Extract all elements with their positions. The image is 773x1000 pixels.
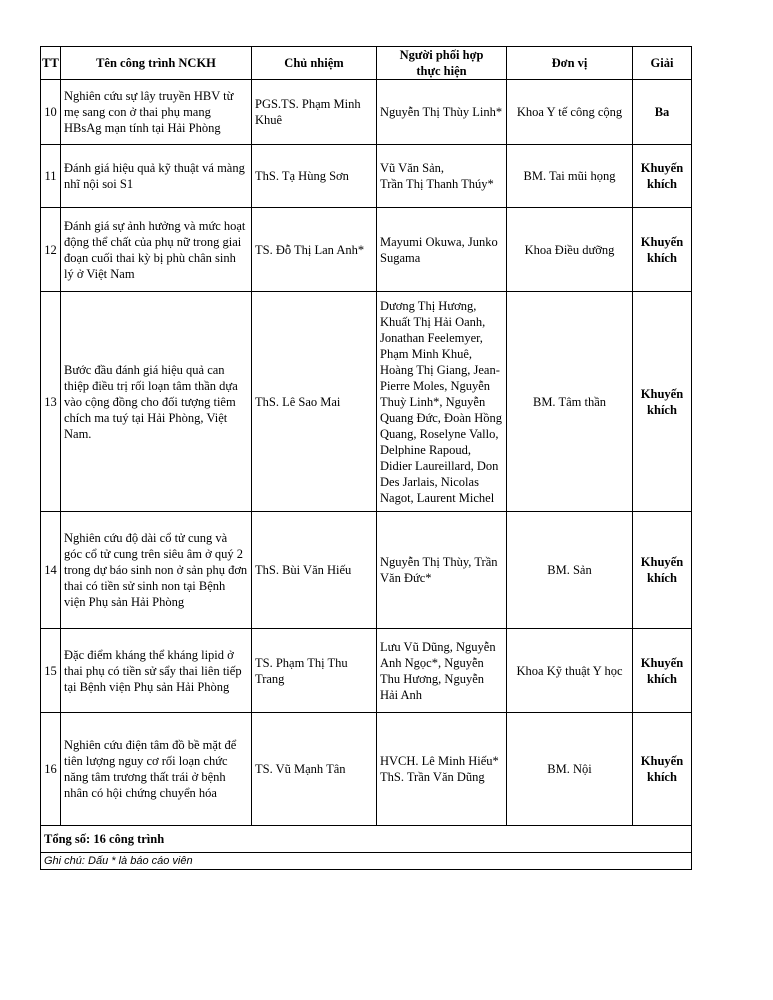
project-title-line: tại Bệnh viện Phụ sản Hải Phòng	[64, 679, 230, 694]
project-lead-line: ThS. Bùi Văn Hiếu	[255, 563, 352, 577]
award-line: Khuyến	[640, 655, 684, 670]
project-title-line: Nghiên cứu sự lây truyền HBV từ	[64, 89, 234, 103]
project-title-line: thai có tiền sử sinh non tại Bệnh	[64, 579, 226, 593]
total-row	[41, 826, 692, 853]
project-title-line: lý ở Việt Nam	[64, 266, 135, 281]
project-title-line: thiệp điều trị rối loạn tâm thần dựa	[64, 378, 238, 393]
collaborators-line: Hoàng Thị Giang, Jean-	[380, 362, 500, 377]
note-row	[41, 853, 692, 870]
project-lead-line: TS. Vũ Mạnh Tân	[255, 762, 346, 776]
unit: Khoa Kỹ thuật Y học	[507, 629, 633, 713]
project-title-line: vào cộng đồng cho đối tượng tiêm	[64, 394, 236, 409]
collaborators	[377, 629, 507, 713]
unit: BM. Sản	[507, 512, 633, 629]
award-line: Ba	[654, 105, 670, 119]
award	[633, 629, 692, 713]
project-title	[61, 629, 252, 713]
collaborators-line: Quang Đức, Đoàn Hồng	[380, 410, 503, 425]
project-title	[61, 208, 252, 292]
table-row	[41, 208, 692, 292]
collaborators	[377, 512, 507, 629]
project-title-line: Đánh giá sự ảnh hưởng và mức hoạt	[64, 218, 246, 233]
project-lead	[252, 208, 377, 292]
project-lead-line: PGS.TS. Phạm Minh	[255, 97, 361, 111]
project-lead	[252, 512, 377, 629]
award	[633, 208, 692, 292]
award-line: khích	[647, 671, 677, 686]
collaborators-line: HVCH. Lê Minh Hiếu*	[380, 754, 499, 768]
award	[633, 145, 692, 208]
collaborators-line: Thuỳ Linh*, Nguyễn	[380, 394, 486, 409]
award-line: Khuyến	[640, 555, 684, 569]
table-row	[41, 145, 692, 208]
project-lead-line: ThS. Tạ Hùng Sơn	[255, 169, 349, 183]
project-title	[61, 512, 252, 629]
award-line: khích	[647, 177, 677, 191]
collaborators-line: Didier Laureillard, Don	[380, 458, 499, 473]
award-line: khích	[647, 402, 677, 417]
collaborators-line: Delphine Rapoud,	[380, 442, 471, 457]
award-line: Khuyến	[640, 754, 684, 768]
project-title-line: góc cổ tử cung trên siêu âm ở quý 2	[64, 547, 243, 561]
collaborators-line: Quang, Roselyne Vallo,	[380, 426, 499, 441]
award-line: Khuyến	[640, 161, 684, 175]
header-collaborators-line: thực hiện	[416, 64, 467, 78]
project-title-line: trong dự báo sinh non ở sản phụ đơn	[64, 563, 248, 577]
row-number: 12	[41, 208, 61, 292]
header-collaborators-line: Người phối hợp	[399, 48, 484, 62]
collaborators	[377, 145, 507, 208]
project-title-line: chích ma tuý tại Hải Phòng, Việt	[64, 410, 228, 425]
project-title-line: HBsAg mạn tính tại Hải Phòng	[64, 121, 221, 135]
project-lead	[252, 629, 377, 713]
table-row	[41, 629, 692, 713]
footnote: Ghi chú: Dấu * là báo cáo viên	[41, 853, 692, 870]
project-title	[61, 145, 252, 208]
project-title-line: Nghiên cứu độ dài cổ tử cung và	[64, 531, 228, 545]
collaborators-line: Pierre Moles, Nguyễn	[380, 378, 491, 393]
collaborators-line: Anh Ngọc*, Nguyễn	[380, 655, 484, 670]
award-line: Khuyến	[640, 234, 684, 249]
project-lead-line: Khuê	[255, 113, 283, 127]
project-lead	[252, 292, 377, 512]
header-tt: TT	[41, 47, 61, 80]
collaborators-line: Dương Thị Hương,	[380, 298, 477, 313]
project-title	[61, 713, 252, 826]
collaborators-line: Văn Đức*	[380, 571, 432, 585]
award	[633, 713, 692, 826]
collaborators-line: Mayumi Okuwa, Junko	[380, 234, 498, 249]
collaborators-line: Jonathan Feelemyer,	[380, 330, 483, 345]
collaborators-line: Nguyễn Thị Thùy, Trần	[380, 555, 498, 569]
row-number: 15	[41, 629, 61, 713]
collaborators-line: Nagot, Laurent Michel	[380, 490, 495, 505]
unit: Khoa Y tế công cộng	[507, 80, 633, 145]
table-row	[41, 512, 692, 629]
project-title-line: thai phụ có tiền sử sẩy thai liên tiếp	[64, 663, 242, 678]
collaborators-line: Hải Anh	[380, 687, 423, 702]
collaborators-line: Nguyễn Thị Thùy Linh*	[380, 105, 503, 119]
project-lead-line: TS. Đỗ Thị Lan Anh*	[255, 242, 365, 257]
row-number: 10	[41, 80, 61, 145]
header-row	[41, 47, 692, 80]
collaborators-line: Trần Thị Thanh Thúy*	[380, 177, 494, 191]
award	[633, 292, 692, 512]
project-lead-line: Trang	[255, 671, 285, 686]
header-award: Giải	[633, 47, 692, 80]
award-line: Khuyến	[640, 386, 684, 401]
project-title-line: Nam.	[64, 426, 92, 441]
table-row	[41, 80, 692, 145]
project-lead	[252, 713, 377, 826]
project-title-line: Đánh giá hiệu quả kỹ thuật vá màng	[64, 161, 245, 175]
award-line: khích	[647, 571, 677, 585]
project-lead	[252, 145, 377, 208]
collaborators	[377, 80, 507, 145]
project-title-line: động thể chất của phụ nữ trong giai	[64, 234, 242, 249]
project-lead	[252, 80, 377, 145]
header-title: Tên công trình NCKH	[61, 47, 252, 80]
collaborators-line: Phạm Minh Khuê,	[380, 346, 473, 361]
header-lead: Chủ nhiệm	[252, 47, 377, 80]
project-lead-line: ThS. Lê Sao Mai	[255, 394, 341, 409]
table-body	[41, 80, 692, 826]
project-title-line: mẹ sang con ở thai phụ mang	[64, 105, 211, 119]
row-number: 14	[41, 512, 61, 629]
collaborators-line: Thu Hương, Nguyễn	[380, 671, 484, 686]
project-title	[61, 80, 252, 145]
project-title-line: nhân có hội chứng chuyển hóa	[64, 786, 217, 800]
award	[633, 512, 692, 629]
collaborators	[377, 292, 507, 512]
table-row	[41, 713, 692, 826]
unit: BM. Tai mũi họng	[507, 145, 633, 208]
collaborators-line: Sugama	[380, 250, 421, 265]
collaborators-line: Des Jarlais, Nicolas	[380, 474, 479, 489]
header-collaborators	[377, 47, 507, 80]
award	[633, 80, 692, 145]
project-title-line: viện Phụ sản Hải Phòng	[64, 595, 185, 609]
project-title-line: Bước đầu đánh giá hiệu quả can	[64, 362, 225, 377]
collaborators-line: Lưu Vũ Dũng, Nguyễn	[380, 639, 496, 654]
collaborators	[377, 208, 507, 292]
project-title-line: năng tâm trương thất trái ở bệnh	[64, 770, 226, 784]
unit: Khoa Điều dưỡng	[507, 208, 633, 292]
collaborators-line: Khuất Thị Hải Oanh,	[380, 314, 486, 329]
project-title-line: nhĩ nội soi S1	[64, 177, 134, 191]
project-lead-line: TS. Phạm Thị Thu	[255, 655, 348, 670]
project-title	[61, 292, 252, 512]
row-number: 16	[41, 713, 61, 826]
table-row	[41, 292, 692, 512]
unit: BM. Nội	[507, 713, 633, 826]
award-line: khích	[647, 250, 677, 265]
row-number: 13	[41, 292, 61, 512]
project-title-line: đoạn cuối thai kỳ bị phù chân sinh	[64, 250, 236, 265]
project-title-line: Nghiên cứu điện tâm đồ bề mặt để	[64, 738, 237, 752]
collaborators-line: ThS. Trần Văn Dũng	[380, 770, 485, 784]
project-title-line: Đặc điểm kháng thể kháng lipid ở	[64, 647, 234, 662]
unit: BM. Tâm thần	[507, 292, 633, 512]
project-title-line: tiên lượng nguy cơ rối loạn chức	[64, 754, 228, 768]
collaborators-line: Vũ Văn Sản,	[380, 161, 445, 175]
award-line: khích	[647, 770, 677, 784]
header-unit: Đơn vị	[507, 47, 633, 80]
row-number: 11	[41, 145, 61, 208]
award-table	[40, 46, 692, 870]
total-count: Tổng số: 16 công trình	[41, 826, 692, 853]
collaborators	[377, 713, 507, 826]
